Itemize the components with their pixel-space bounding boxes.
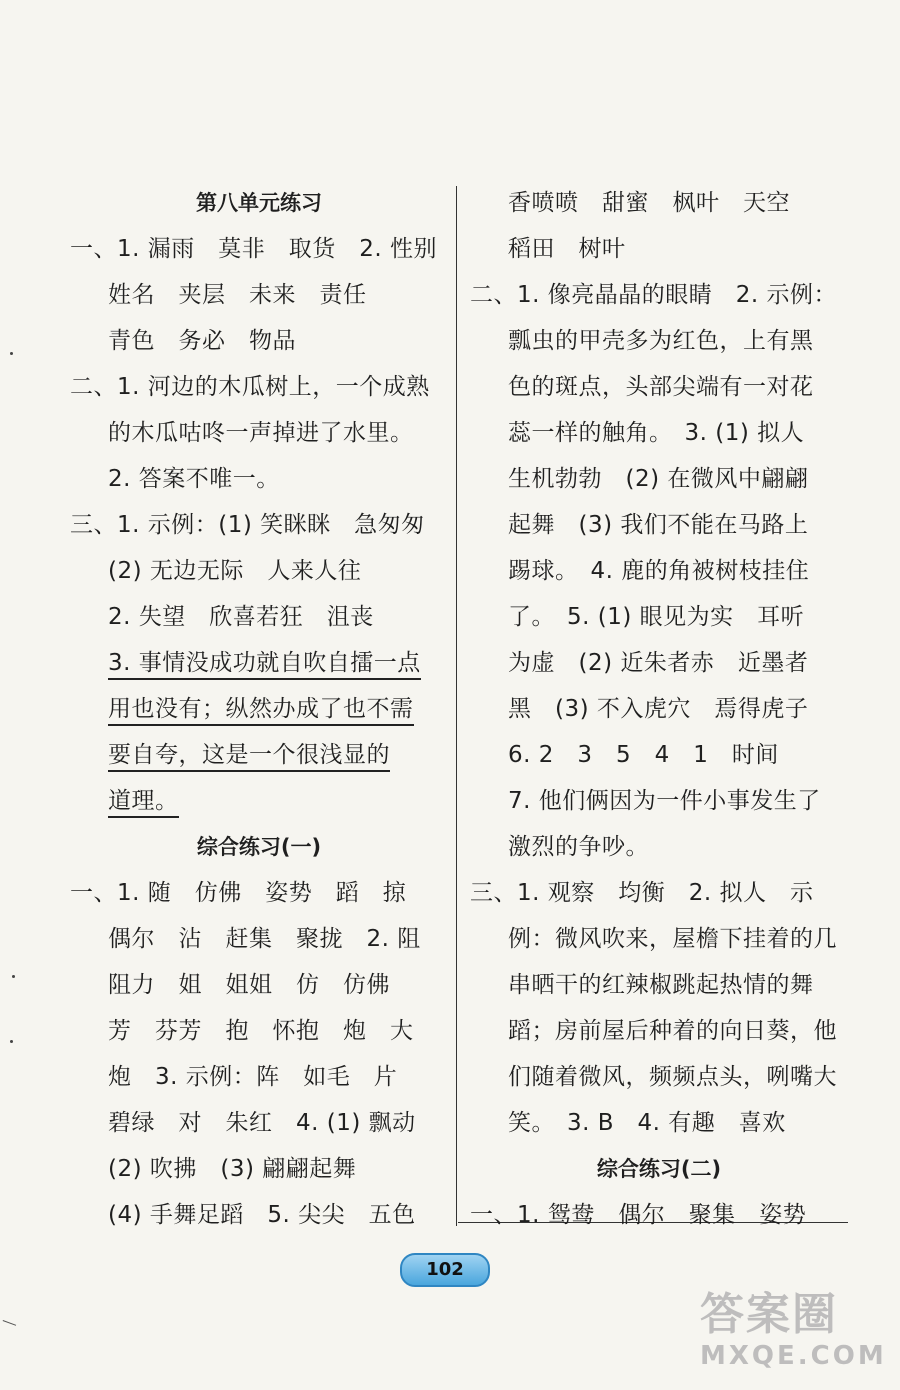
answer-line: 蹈；房前屋后种着的向日葵，他 <box>508 1018 837 1044</box>
underlined-answer-line <box>70 732 448 778</box>
answer-line: 起舞 (3) 我们不能在马路上 <box>508 512 809 538</box>
left-answer-column <box>70 180 448 1238</box>
answer-line: 阻力 姐 姐姐 仿 仿佛 <box>108 972 390 998</box>
answer-line: 一、1. 漏雨 莫非 取货 2. 性别 <box>70 236 438 262</box>
answer-line: 为虚 (2) 近朱者赤 近墨者 <box>508 650 809 676</box>
section-heading: 综合练习(二) <box>596 1157 722 1181</box>
answer-line: 一、1. 鸳鸯 偶尔 聚集 姿势 <box>470 1202 807 1228</box>
answer-line: 踢球。 4. 鹿的角被树枝挂住 <box>508 558 810 584</box>
scan-speck <box>10 352 13 355</box>
answer-line: 偶尔 沾 赶集 聚拢 2. 阻 <box>108 926 421 952</box>
underlined-text: 3. 事情没成功就自吹自擂一点 <box>108 650 421 680</box>
underlined-answer-line <box>70 778 448 824</box>
answer-line: 2. 失望 欣喜若狂 沮丧 <box>108 604 374 630</box>
underlined-text: 要自夸，这是一个很浅显的 <box>108 742 390 772</box>
answer-line: (4) 手舞足蹈 5. 尖尖 五色 <box>108 1202 416 1228</box>
answer-line: 稻田 树叶 <box>508 236 626 262</box>
page-number-badge: 102 <box>400 1253 490 1287</box>
answer-line: 串晒干的红辣椒跳起热情的舞 <box>508 972 814 998</box>
scan-speck <box>12 975 15 978</box>
scan-speck <box>10 1040 13 1043</box>
answer-line: (2) 吹拂 (3) 翩翩起舞 <box>108 1156 357 1182</box>
answer-line: 姓名 夹层 未来 责任 <box>108 282 367 308</box>
underlined-answer-line <box>70 640 448 686</box>
section-heading: 第八单元练习 <box>196 191 322 215</box>
page-corner-mark <box>0 1320 16 1339</box>
answer-line: 7. 他们俩因为一件小事发生了 <box>508 788 821 814</box>
answer-line: 青色 务必 物品 <box>108 328 296 354</box>
underlined-text: 道理。 <box>108 788 179 818</box>
answer-line: 碧绿 对 朱红 4. (1) 飘动 <box>108 1110 416 1136</box>
answer-line: 一、1. 随 仿佛 姿势 蹈 掠 <box>70 880 407 906</box>
watermark-logo-text: 答案圈 <box>700 1289 838 1340</box>
answer-line: 笑。 3. B 4. 有趣 喜欢 <box>508 1110 786 1136</box>
answer-line: 了。 5. (1) 眼见为实 耳听 <box>508 604 805 630</box>
answer-line: (2) 无边无际 人来人往 <box>108 558 362 584</box>
answer-line: 炮 3. 示例：阵 如毛 片 <box>108 1064 398 1090</box>
answer-line: 香喷喷 甜蜜 枫叶 天空 <box>508 190 790 216</box>
right-answer-column <box>470 180 848 1238</box>
site-watermark <box>700 1290 890 1385</box>
answer-line: 色的斑点，头部尖端有一对花 <box>508 374 814 400</box>
section-heading: 综合练习(一) <box>196 835 322 859</box>
answer-line: 的木瓜咕咚一声掉进了水里。 <box>108 420 414 446</box>
answer-line: 芳 芬芳 抱 怀抱 炮 大 <box>108 1018 414 1044</box>
answer-line: 三、1. 示例：(1) 笑眯眯 急匆匆 <box>70 512 425 538</box>
answer-line: 三、1. 观察 均衡 2. 拟人 示 <box>470 880 814 906</box>
answer-line: 二、1. 河边的木瓜树上，一个成熟 <box>70 374 430 400</box>
answer-line: 蕊一样的触角。 3. (1) 拟人 <box>508 420 805 446</box>
watermark-url: MXQE.COM <box>700 1341 887 1371</box>
answer-line: 6. 2 3 5 4 1 时间 <box>508 742 779 768</box>
answer-line: 激烈的争吵。 <box>508 834 649 860</box>
answer-line: 们随着微风，频频点头，咧嘴大 <box>508 1064 837 1090</box>
underlined-text: 用也没有；纵然办成了也不需 <box>108 696 414 726</box>
column-divider <box>456 186 457 1226</box>
underlined-answer-line <box>70 686 448 732</box>
answer-line: 例：微风吹来，屋檐下挂着的几 <box>508 926 837 952</box>
answer-line: 2. 答案不唯一。 <box>108 466 280 492</box>
answer-line: 黑 (3) 不入虎穴 焉得虎子 <box>508 696 809 722</box>
answer-line: 瓢虫的甲壳多为红色，上有黑 <box>508 328 814 354</box>
answer-line: 生机勃勃 (2) 在微风中翩翩 <box>508 466 809 492</box>
answer-line: 二、1. 像亮晶晶的眼睛 2. 示例： <box>470 282 838 308</box>
